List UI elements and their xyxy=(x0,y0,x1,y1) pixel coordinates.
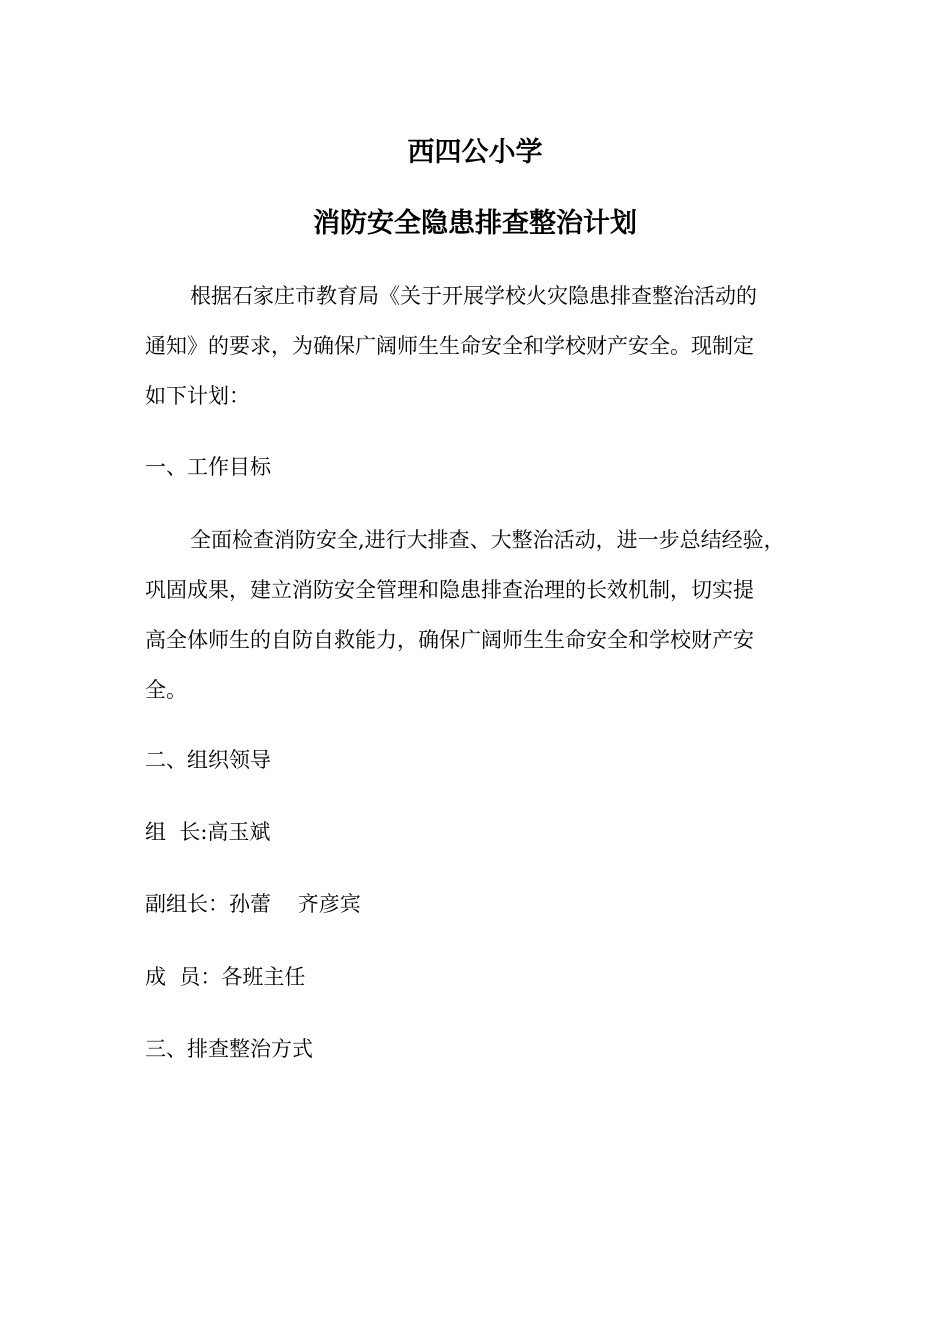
school-title: 西四公小学 xyxy=(407,137,543,168)
intro-line: 通知》的要求，为确保广阔师生生命安全和学校财产安全。现制定 xyxy=(145,334,754,358)
goals-line: 全。 xyxy=(145,678,187,702)
goals-line: 全面检查消防安全,进行大排查、大整治活动，进一步总结经验， xyxy=(190,528,785,552)
plan-title: 消防安全隐患排查整治计划 xyxy=(313,208,637,239)
section-heading-method: 三、排查整治方式 xyxy=(145,1037,313,1061)
vice-team-leader: 副组长：孙蕾 齐彦宾 xyxy=(145,892,361,916)
goals-line: 高全体师生的自防自救能力，确保广阔师生生命安全和学校财产安 xyxy=(145,628,754,652)
goals-line: 巩固成果，建立消防安全管理和隐患排查治理的长效机制，切实提 xyxy=(145,578,754,602)
section-heading-goals: 一、工作目标 xyxy=(145,455,271,479)
goals-paragraph xyxy=(145,515,825,715)
team-members: 成 员：各班主任 xyxy=(145,965,306,989)
intro-line: 根据石家庄市教育局《关于开展学校火灾隐患排查整治活动的 xyxy=(190,284,757,308)
intro-line: 如下计划： xyxy=(145,384,250,408)
section-heading-organization: 二、组织领导 xyxy=(145,748,271,772)
team-leader: 组 长:高玉斌 xyxy=(145,820,271,844)
intro-paragraph xyxy=(145,271,825,421)
